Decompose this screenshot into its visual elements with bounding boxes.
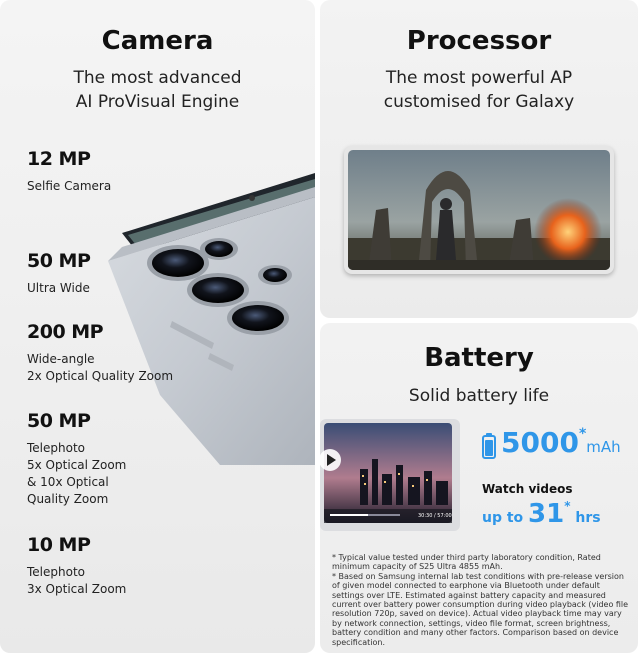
watch-videos-label: Watch videos	[482, 482, 573, 496]
spec-selfie-mp: 12 MP	[27, 148, 91, 170]
battery-subtitle: Solid battery life	[408, 386, 550, 406]
phone-camera-image	[100, 165, 315, 465]
spec-line: Telephoto	[27, 441, 86, 455]
battery-title: Battery	[424, 343, 534, 373]
camera-panel	[0, 0, 315, 653]
spec-telephoto-5x-desc	[27, 440, 126, 508]
battery-footnote	[332, 553, 632, 647]
camera-subtitle-line-1: The most advanced	[73, 68, 242, 88]
spec-ultrawide	[27, 250, 90, 297]
battery-capacity	[501, 426, 621, 459]
spec-wide	[27, 321, 173, 385]
camera-subtitle-line-2: AI ProVisual Engine	[75, 92, 240, 112]
processor-subtitle-line-1: The most powerful AP	[385, 68, 573, 88]
spec-telephoto-3x-mp: 10 MP	[27, 534, 91, 556]
spec-line: 5x Optical Zoom	[27, 458, 127, 472]
hours-mark: *	[564, 499, 571, 513]
spec-line: 3x Optical Zoom	[27, 582, 127, 596]
game-screen-image	[348, 150, 610, 270]
processor-subtitle-line-2: customised for Galaxy	[383, 92, 575, 112]
battery-capacity-value: 5000	[501, 426, 579, 459]
battery-capacity-unit: mAh	[586, 438, 621, 456]
spec-line: Quality Zoom	[27, 492, 109, 506]
hours-value: 31	[528, 499, 565, 529]
spec-selfie-desc	[27, 178, 111, 195]
spec-line: Ultra Wide	[27, 281, 90, 295]
spec-telephoto-3x	[27, 534, 126, 598]
spec-ultrawide-desc	[27, 280, 90, 297]
game-tablet-image	[344, 146, 614, 274]
spec-telephoto-5x	[27, 410, 126, 508]
spec-wide-mp: 200 MP	[27, 321, 104, 343]
video-time: 30:30 / 57:00	[418, 513, 452, 519]
upto-prefix: up to	[482, 510, 529, 526]
spec-selfie	[27, 148, 111, 195]
footnote-line-2: * Based on Samsung internal lab test conditions with pre-release version of given model connected to earphone via Bluetooth under default settings over LTE. Estimated against battery capacity and measured current over battery power consumption during video playback (video file resolution 720p, saved on device). Actual video playback time may vary by network connection, settings, video file format, screen brightness, battery condition and many other factors. Comparison based on device specification.	[332, 571, 629, 647]
spec-ultrawide-mp: 50 MP	[27, 250, 91, 272]
spec-telephoto-5x-mp: 50 MP	[27, 410, 91, 432]
hours-unit: hrs	[570, 510, 601, 526]
battery-capacity-mark: *	[578, 426, 587, 442]
video-playback-hours	[482, 499, 601, 529]
footnote-line-1: * Typical value tested under third party laboratory condition, Rated minimum capacity of S25 Ultra 4855 mAh.	[332, 553, 601, 572]
battery-panel	[320, 323, 638, 653]
spec-line: 2x Optical Quality Zoom	[27, 369, 174, 383]
video-tablet-image	[320, 419, 460, 531]
spec-line: Selfie Camera	[27, 179, 112, 193]
processor-panel	[320, 0, 638, 318]
spec-telephoto-3x-desc	[27, 564, 126, 598]
camera-title: Camera	[101, 26, 214, 56]
spec-line: Wide-angle	[27, 352, 95, 366]
spec-line: Telephoto	[27, 565, 86, 579]
processor-title: Processor	[406, 26, 552, 56]
spec-line: & 10x Optical	[27, 475, 109, 489]
battery-icon	[482, 433, 496, 459]
spec-wide-desc	[27, 351, 173, 385]
